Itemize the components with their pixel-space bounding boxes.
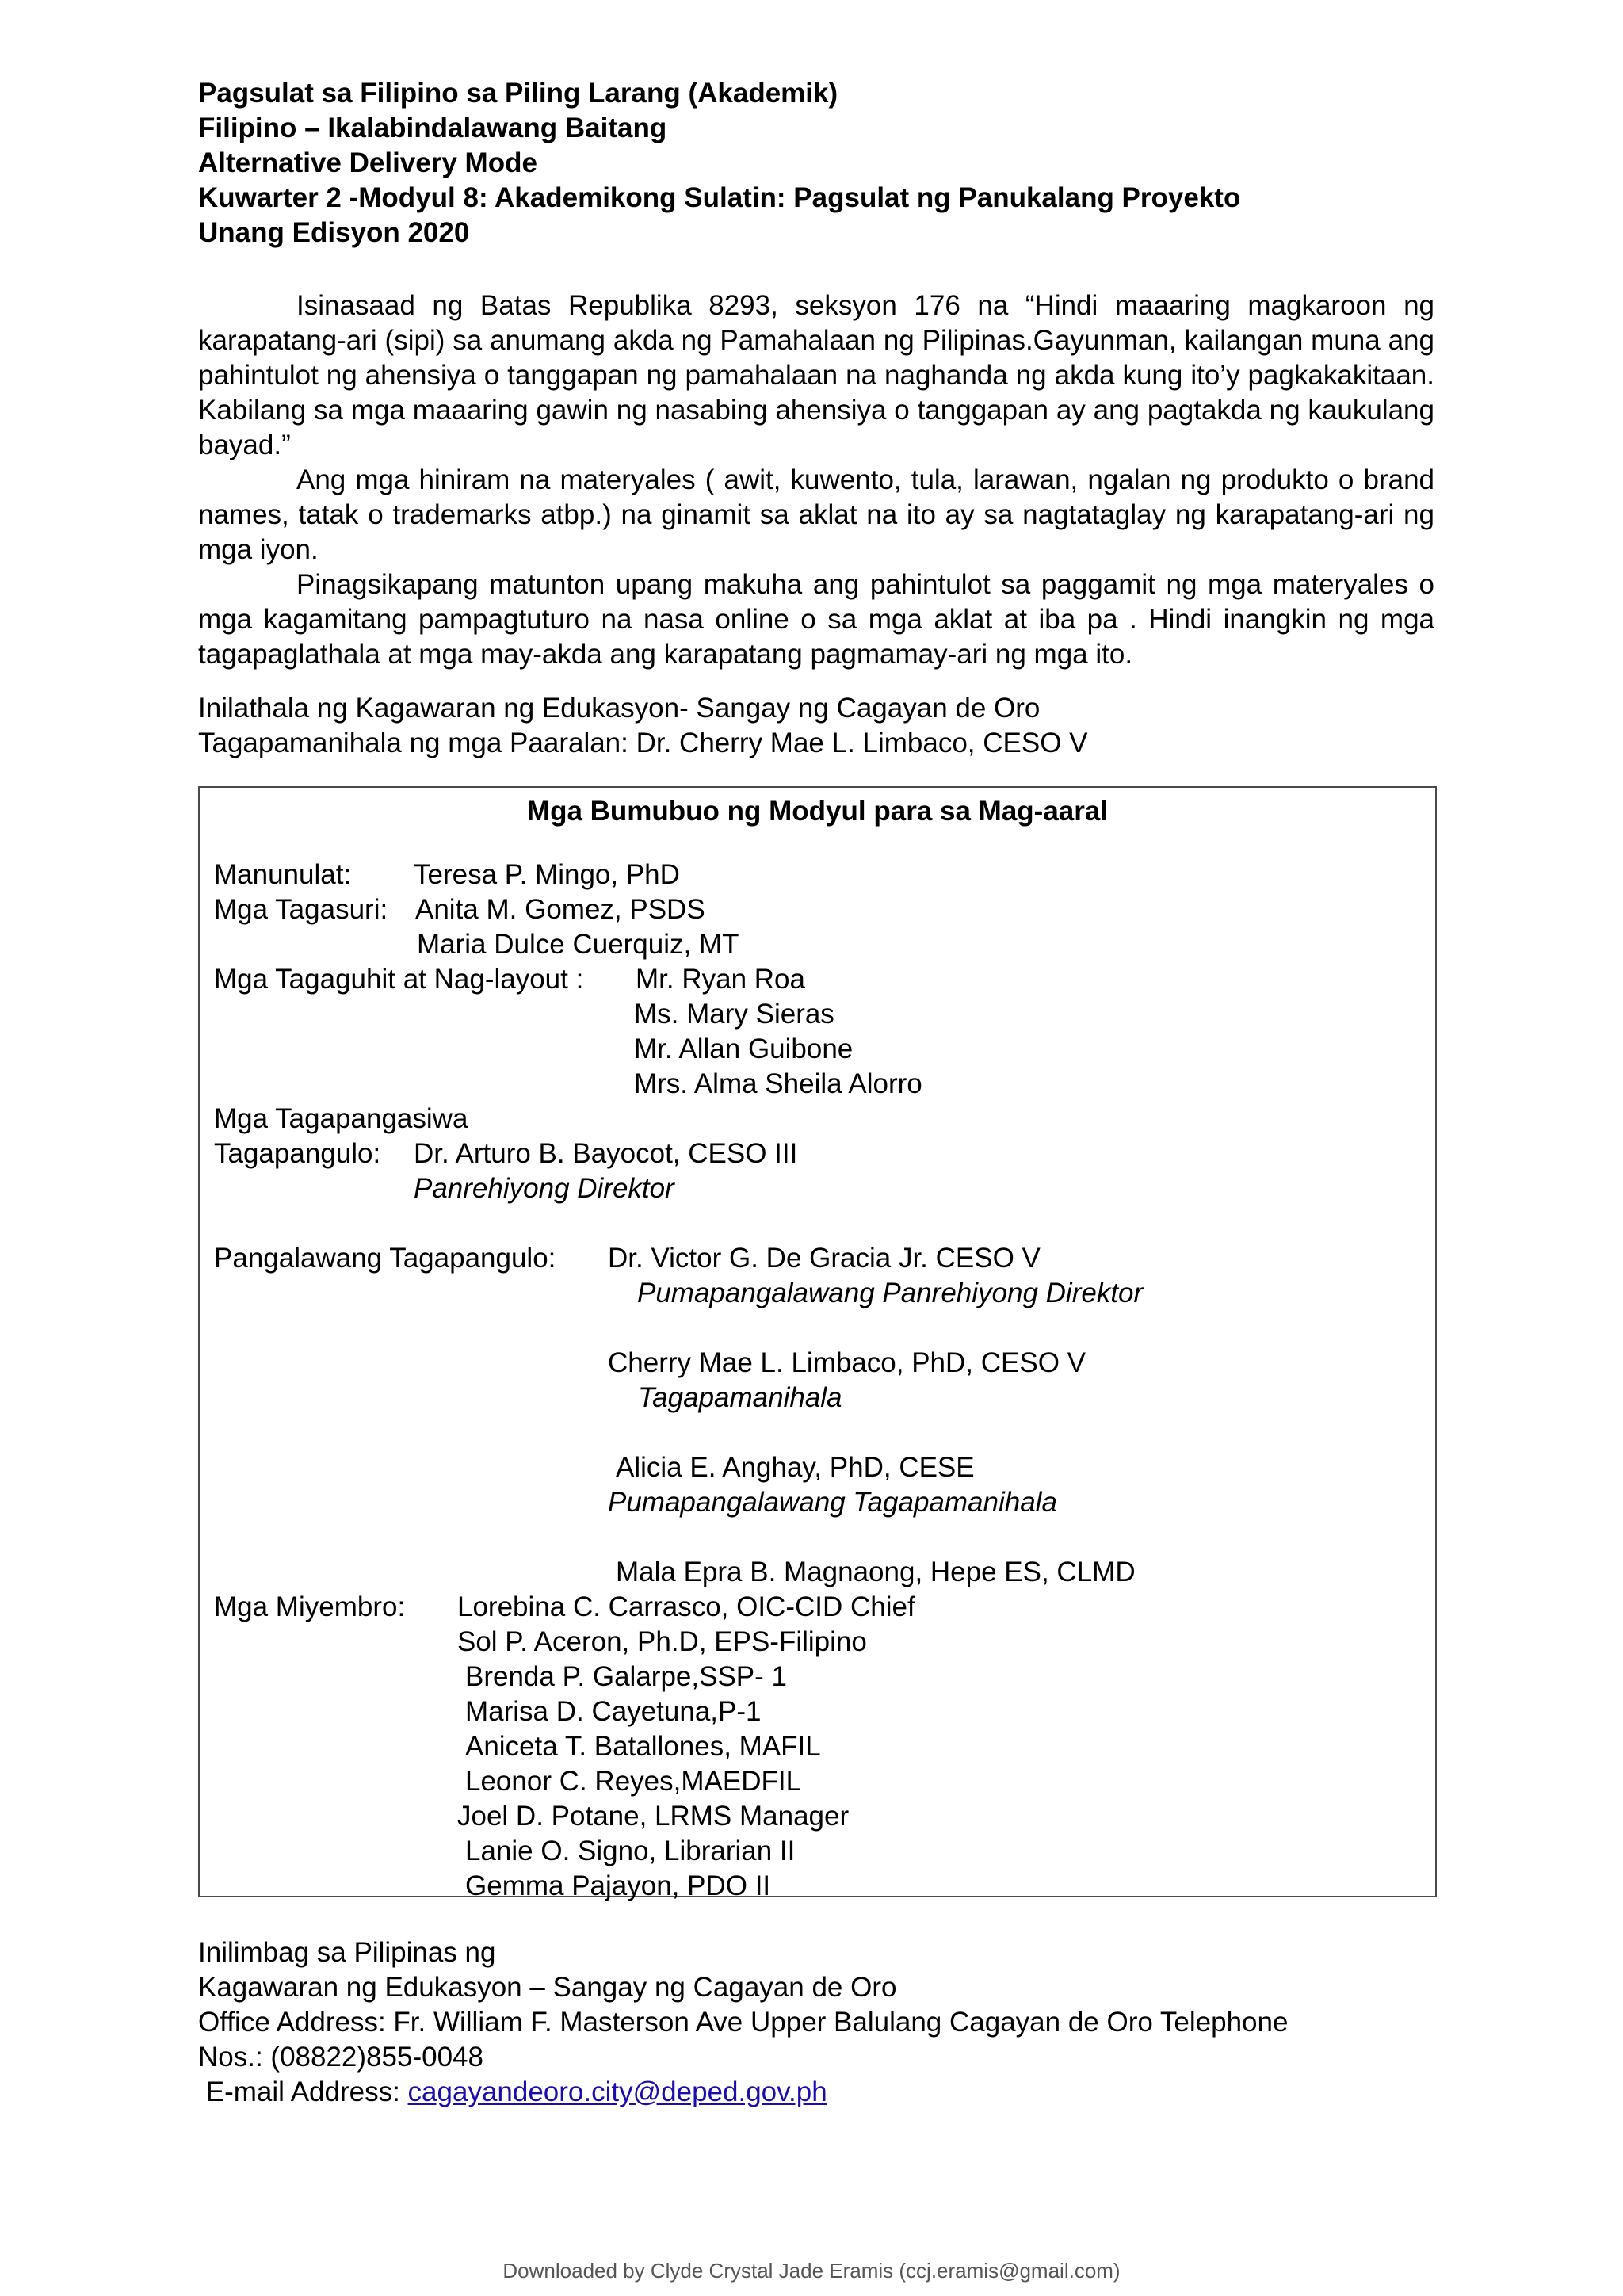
tagapangulo-label: Tagapangulo: bbox=[214, 1138, 381, 1169]
member-name: Leonor C. Reyes,MAEDFIL bbox=[465, 1766, 802, 1797]
pangalawang-name: Dr. Victor G. De Gracia Jr. CESO V bbox=[608, 1243, 1041, 1274]
tagaguhit-label: Mga Tagaguhit at Nag-layout : bbox=[214, 964, 584, 995]
document-header bbox=[198, 76, 1240, 250]
box-title: Mga Bumubuo ng Modyul para sa Mag-aaral bbox=[526, 796, 1109, 827]
member-name: Lorebina C. Carrasco, OIC-CID Chief bbox=[457, 1591, 915, 1622]
tagaguhit-name: Mrs. Alma Sheila Alorro bbox=[634, 1068, 922, 1099]
email-label: E-mail Address: bbox=[198, 2076, 408, 2107]
superintendent-line: Tagapamanihala ng mga Paaralan: Dr. Cherry Mae L. Limbaco, CESO V bbox=[198, 728, 1088, 758]
asst-superintendent-name: Alicia E. Anghay, PhD, CESE bbox=[616, 1452, 975, 1483]
superintendent-title: Tagapamanihala bbox=[638, 1382, 842, 1413]
member-name: Gemma Pajayon, PDO II bbox=[465, 1870, 771, 1901]
tagapangulo-title: Panrehiyong Direktor bbox=[414, 1173, 674, 1204]
tagasuri-name: Anita M. Gomez, PSDS bbox=[415, 894, 705, 925]
copyright-paragraph-1: Isinasaad ng Batas Republika 8293, seksyon 176 na “Hindi maaaring magkaroon ng karapatang-ari (sipi) sa anumang akda ng Pamahalaan ng Pilipinas.Gayunman, kailangan muna ang pahintulot ng ahensiya o tanggapan ng pamahalaan na naghanda ng akda kung ito’y pagkakakitaan. Kabilang sa mga maaaring gawin ng nasabing ahensiya o tanggapan ay ang pagtakda ng kaukulang bayad.” bbox=[198, 290, 1434, 460]
clmd-chief-name: Mala Epra B. Magnaong, Hepe ES, CLMD bbox=[616, 1557, 1136, 1587]
member-name: Aniceta T. Batallones, MAFIL bbox=[465, 1731, 821, 1762]
publisher-info bbox=[198, 691, 1088, 761]
tagaguhit-name: Mr. Allan Guibone bbox=[634, 1033, 854, 1064]
pangalawang-label: Pangalawang Tagapangulo: bbox=[214, 1243, 556, 1274]
manunulat-label: Manunulat: bbox=[214, 859, 352, 890]
asst-superintendent-title: Pumapangalawang Tagapamanihala bbox=[608, 1487, 1057, 1518]
tagasuri-label: Mga Tagasuri: bbox=[214, 894, 388, 925]
header-grade: Filipino – Ikalabindalawang Baitang bbox=[198, 113, 667, 143]
copyright-paragraph-2: Ang mga hiniram na materyales ( awit, kuwento, tula, larawan, ngalan ng produkto o brand names, tatak o trademarks atbp.) na ginamit sa aklat na ito ay sa nagtataglay ng karapatang-ari ng mga iyon. bbox=[198, 464, 1434, 565]
member-name: Marisa D. Cayetuna,P-1 bbox=[465, 1696, 762, 1727]
tagaguhit-name: Ms. Mary Sieras bbox=[634, 999, 834, 1030]
header-module: Kuwarter 2 -Modyul 8: Akademikong Sulatin: Pagsulat ng Panukalang Proyekto bbox=[198, 182, 1241, 213]
header-mode: Alternative Delivery Mode bbox=[198, 147, 537, 178]
department-line: Kagawaran ng Edukasyon – Sangay ng Cagayan de Oro bbox=[198, 1972, 897, 2003]
module-team-box bbox=[198, 786, 1437, 1901]
header-title: Pagsulat sa Filipino sa Piling Larang (Akademik) bbox=[198, 78, 838, 109]
pangalawang-title: Pumapangalawang Panrehiyong Direktor bbox=[637, 1278, 1144, 1308]
member-name: Brenda P. Galarpe,SSP- 1 bbox=[465, 1661, 787, 1692]
tagapangasiwa-label: Mga Tagapangasiwa bbox=[214, 1103, 468, 1134]
header-edition: Unang Edisyon 2020 bbox=[198, 217, 470, 248]
manunulat-name: Teresa P. Mingo, PhD bbox=[414, 859, 680, 890]
tagapangulo-name: Dr. Arturo B. Bayocot, CESO III bbox=[414, 1138, 798, 1169]
member-name: Lanie O. Signo, Librarian II bbox=[465, 1836, 796, 1866]
printed-in-line: Inilimbag sa Pilipinas ng bbox=[198, 1937, 496, 1968]
miyembro-label: Mga Miyembro: bbox=[214, 1591, 406, 1622]
email-line bbox=[198, 2075, 1288, 2110]
tagaguhit-name: Mr. Ryan Roa bbox=[636, 964, 805, 995]
email-link[interactable]: cagayandeoro.city@deped.gov.ph bbox=[407, 2076, 827, 2107]
superintendent-name: Cherry Mae L. Limbaco, PhD, CESO V bbox=[608, 1347, 1086, 1378]
download-note: Downloaded by Clyde Crystal Jade Eramis (ccj.eramis@gmail.com) bbox=[502, 2259, 1121, 2283]
publisher-line: Inilathala ng Kagawaran ng Edukasyon- Sangay ng Cagayan de Oro bbox=[198, 693, 1041, 724]
tagasuri-name: Maria Dulce Cuerquiz, MT bbox=[417, 929, 739, 960]
copyright-paragraph-3: Pinagsikapang matunton upang makuha ang pahintulot sa paggamit ng mga materyales o mga kagamitang pampagtuturo na nasa online o sa mga aklat at iba pa . Hindi inangkin ng mga tagapaglathala at mga may-akda ang karapatang pagmamay-ari ng mga ito. bbox=[198, 569, 1434, 670]
member-name: Sol P. Aceron, Ph.D, EPS-Filipino bbox=[457, 1626, 867, 1657]
printer-info bbox=[198, 1935, 1288, 2110]
member-name: Joel D. Potane, LRMS Manager bbox=[457, 1801, 850, 1832]
telephone-line: Nos.: (08822)855-0048 bbox=[198, 2042, 483, 2073]
office-address-line: Office Address: Fr. William F. Masterson Ave Upper Balulang Cagayan de Oro Telephone bbox=[198, 2007, 1289, 2038]
